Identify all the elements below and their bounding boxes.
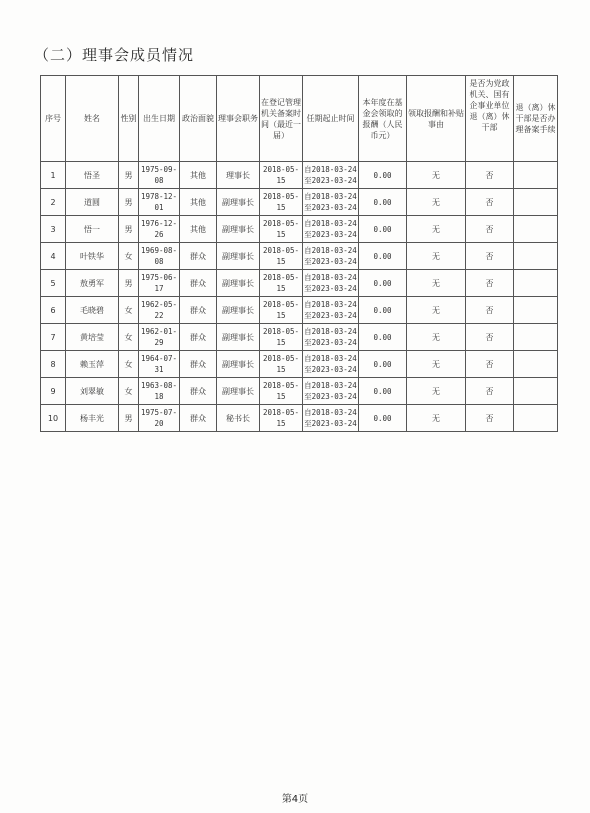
cell-term (303, 351, 359, 378)
cell-record (514, 405, 558, 432)
cell-no: 2 (41, 189, 66, 216)
cell-record (514, 270, 558, 297)
cell-record (514, 297, 558, 324)
cell-role: 副理事长 (217, 378, 260, 405)
col-header-birth: 出生日期 (139, 76, 180, 162)
cell-name: 赖玉萍 (66, 351, 119, 378)
table-row (41, 189, 558, 216)
cell-reason: 无 (407, 297, 466, 324)
cell-reason: 无 (407, 189, 466, 216)
cell-role: 副理事长 (217, 297, 260, 324)
cell-pay: 0.00 (359, 162, 407, 189)
cell-filed: 2018-05-15 (260, 216, 303, 243)
cell-filed: 2018-05-15 (260, 324, 303, 351)
cell-reason: 无 (407, 324, 466, 351)
cell-reason: 无 (407, 378, 466, 405)
cell-retired: 否 (466, 162, 514, 189)
cell-political: 其他 (180, 216, 217, 243)
cell-filed: 2018-05-15 (260, 297, 303, 324)
cell-reason: 无 (407, 162, 466, 189)
cell-record (514, 378, 558, 405)
term-end: 至2023-03-24 (304, 230, 357, 239)
cell-reason: 无 (407, 351, 466, 378)
cell-gender: 女 (119, 324, 139, 351)
cell-retired: 否 (466, 324, 514, 351)
term-start: 自2018-03-24 (304, 408, 357, 417)
cell-birth: 1978-12-01 (139, 189, 180, 216)
cell-record (514, 216, 558, 243)
cell-retired: 否 (466, 297, 514, 324)
col-header-record: 退（离）休干部是否办理备案手续 (514, 76, 558, 162)
cell-term (303, 405, 359, 432)
cell-retired: 否 (466, 270, 514, 297)
cell-pay: 0.00 (359, 297, 407, 324)
table-row (41, 405, 558, 432)
cell-pay: 0.00 (359, 324, 407, 351)
term-end: 至2023-03-24 (304, 203, 357, 212)
cell-role: 副理事长 (217, 243, 260, 270)
cell-record (514, 324, 558, 351)
cell-pay: 0.00 (359, 351, 407, 378)
table-header-row (41, 76, 558, 162)
page-number: 第4页 (281, 794, 309, 805)
cell-role: 副理事长 (217, 270, 260, 297)
table-row (41, 216, 558, 243)
cell-retired: 否 (466, 216, 514, 243)
table-row (41, 324, 558, 351)
cell-no: 6 (41, 297, 66, 324)
cell-birth: 1976-12-26 (139, 216, 180, 243)
cell-birth: 1969-08-08 (139, 243, 180, 270)
table-row (41, 297, 558, 324)
term-start: 自2018-03-24 (304, 327, 357, 336)
cell-birth: 1975-09-08 (139, 162, 180, 189)
cell-name: 悟圣 (66, 162, 119, 189)
cell-political: 群众 (180, 378, 217, 405)
term-start: 自2018-03-24 (304, 165, 357, 174)
cell-pay: 0.00 (359, 243, 407, 270)
cell-gender: 女 (119, 297, 139, 324)
cell-political: 群众 (180, 324, 217, 351)
cell-term (303, 378, 359, 405)
cell-political: 群众 (180, 351, 217, 378)
cell-political: 群众 (180, 270, 217, 297)
cell-role: 副理事长 (217, 324, 260, 351)
section-title: （二）理事会成员情况 (34, 46, 195, 64)
cell-political: 群众 (180, 405, 217, 432)
cell-pay: 0.00 (359, 270, 407, 297)
cell-birth: 1975-06-17 (139, 270, 180, 297)
term-end: 至2023-03-24 (304, 257, 357, 266)
cell-role: 副理事长 (217, 189, 260, 216)
cell-gender: 男 (119, 162, 139, 189)
cell-birth: 1962-05-22 (139, 297, 180, 324)
col-header-political: 政治面貌 (180, 76, 217, 162)
col-header-gender: 性别 (119, 76, 139, 162)
cell-retired: 否 (466, 351, 514, 378)
cell-filed: 2018-05-15 (260, 189, 303, 216)
cell-gender: 男 (119, 216, 139, 243)
cell-name: 叶铁华 (66, 243, 119, 270)
col-header-term: 任期起止时间 (303, 76, 359, 162)
cell-pay: 0.00 (359, 405, 407, 432)
cell-birth: 1964-07-31 (139, 351, 180, 378)
cell-gender: 男 (119, 270, 139, 297)
cell-record (514, 243, 558, 270)
col-header-name: 姓名 (66, 76, 119, 162)
cell-filed: 2018-05-15 (260, 243, 303, 270)
cell-name: 杨丰光 (66, 405, 119, 432)
cell-reason: 无 (407, 243, 466, 270)
term-start: 自2018-03-24 (304, 219, 357, 228)
cell-gender: 男 (119, 405, 139, 432)
term-start: 自2018-03-24 (304, 381, 357, 390)
cell-no: 10 (41, 405, 66, 432)
cell-birth: 1963-08-18 (139, 378, 180, 405)
cell-retired: 否 (466, 405, 514, 432)
cell-no: 7 (41, 324, 66, 351)
table-row (41, 351, 558, 378)
cell-record (514, 162, 558, 189)
table-row (41, 378, 558, 405)
term-end: 至2023-03-24 (304, 311, 357, 320)
cell-gender: 女 (119, 243, 139, 270)
cell-political: 群众 (180, 297, 217, 324)
cell-pay: 0.00 (359, 378, 407, 405)
cell-reason: 无 (407, 216, 466, 243)
cell-gender: 女 (119, 351, 139, 378)
cell-record (514, 189, 558, 216)
cell-name: 悟一 (66, 216, 119, 243)
cell-name: 道圆 (66, 189, 119, 216)
cell-filed: 2018-05-15 (260, 162, 303, 189)
board-members-table (40, 75, 558, 432)
cell-no: 5 (41, 270, 66, 297)
term-end: 至2023-03-24 (304, 392, 357, 401)
cell-retired: 否 (466, 189, 514, 216)
cell-term (303, 324, 359, 351)
cell-pay: 0.00 (359, 189, 407, 216)
col-header-reason: 领取报酬和补贴事由 (407, 76, 466, 162)
term-start: 自2018-03-24 (304, 192, 357, 201)
col-header-retired: 是否为党政机关、国有企事业单位退（离）休干部 (466, 76, 514, 162)
table-row (41, 270, 558, 297)
cell-role: 秘书长 (217, 405, 260, 432)
col-header-pay: 本年度在基金会领取的报酬（人民币元） (359, 76, 407, 162)
cell-pay: 0.00 (359, 216, 407, 243)
cell-filed: 2018-05-15 (260, 270, 303, 297)
cell-name: 敖勇军 (66, 270, 119, 297)
cell-name: 黄培莹 (66, 324, 119, 351)
cell-no: 8 (41, 351, 66, 378)
table-row (41, 162, 558, 189)
cell-term (303, 243, 359, 270)
cell-term (303, 297, 359, 324)
cell-no: 9 (41, 378, 66, 405)
cell-no: 4 (41, 243, 66, 270)
term-start: 自2018-03-24 (304, 300, 357, 309)
term-end: 至2023-03-24 (304, 284, 357, 293)
cell-term (303, 270, 359, 297)
cell-name: 毛晓碧 (66, 297, 119, 324)
cell-term (303, 216, 359, 243)
cell-retired: 否 (466, 378, 514, 405)
term-start: 自2018-03-24 (304, 354, 357, 363)
term-end: 至2023-03-24 (304, 419, 357, 428)
cell-gender: 男 (119, 189, 139, 216)
term-end: 至2023-03-24 (304, 365, 357, 374)
cell-political: 其他 (180, 189, 217, 216)
cell-gender: 女 (119, 378, 139, 405)
cell-term (303, 189, 359, 216)
term-start: 自2018-03-24 (304, 246, 357, 255)
cell-record (514, 351, 558, 378)
cell-retired: 否 (466, 243, 514, 270)
term-end: 至2023-03-24 (304, 338, 357, 347)
cell-role: 理事长 (217, 162, 260, 189)
col-header-filed: 在登记管理机关备案时间（最近一届） (260, 76, 303, 162)
table-row (41, 243, 558, 270)
cell-name: 刘翠敏 (66, 378, 119, 405)
cell-political: 其他 (180, 162, 217, 189)
col-header-role: 理事会职务 (217, 76, 260, 162)
cell-no: 3 (41, 216, 66, 243)
cell-no: 1 (41, 162, 66, 189)
term-start: 自2018-03-24 (304, 273, 357, 282)
cell-filed: 2018-05-15 (260, 378, 303, 405)
term-end: 至2023-03-24 (304, 176, 357, 185)
cell-birth: 1975-07-20 (139, 405, 180, 432)
cell-birth: 1962-01-29 (139, 324, 180, 351)
cell-role: 副理事长 (217, 216, 260, 243)
cell-reason: 无 (407, 270, 466, 297)
cell-filed: 2018-05-15 (260, 351, 303, 378)
cell-political: 群众 (180, 243, 217, 270)
cell-reason: 无 (407, 405, 466, 432)
cell-role: 副理事长 (217, 351, 260, 378)
col-header-no: 序号 (41, 76, 66, 162)
cell-term (303, 162, 359, 189)
cell-filed: 2018-05-15 (260, 405, 303, 432)
